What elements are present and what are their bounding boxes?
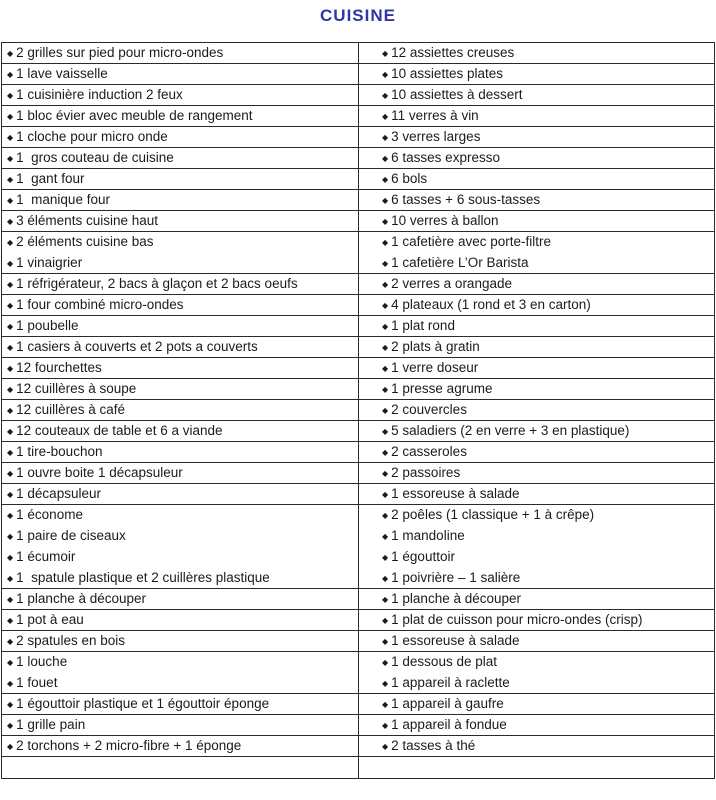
diamond-bullet-icon: ◆ (382, 700, 389, 709)
diamond-bullet-icon: ◆ (7, 448, 14, 457)
table-cell (2, 316, 358, 337)
list-item-text: 10 assiettes à dessert (391, 87, 523, 102)
diamond-bullet-icon: ◆ (382, 490, 389, 499)
list-item (7, 547, 358, 568)
list-item-text: 1 planche à découper (391, 591, 522, 606)
table-cell (2, 463, 358, 484)
diamond-bullet-icon: ◆ (7, 196, 14, 205)
list-item-text: 1 casiers à couverts et 2 pots a couverts (16, 339, 258, 354)
table-cell (359, 505, 714, 589)
table-cell (359, 190, 714, 211)
list-item (7, 379, 358, 400)
list-item-text: 2 passoires (391, 465, 461, 480)
list-item (382, 463, 714, 484)
list-item (7, 568, 358, 589)
table-cell (2, 127, 358, 148)
table-cell (2, 400, 358, 421)
list-item-text: 1 fouet (16, 675, 58, 690)
list-item (7, 631, 358, 652)
diamond-bullet-icon: ◆ (7, 385, 14, 394)
table-cell (2, 64, 358, 85)
table-cell (359, 337, 714, 358)
list-item (7, 757, 358, 778)
list-item (382, 484, 714, 505)
diamond-bullet-icon: ◆ (7, 616, 14, 625)
diamond-bullet-icon: ◆ (7, 154, 14, 163)
diamond-bullet-icon: ◆ (7, 406, 14, 415)
list-item-text: 12 cuillères à café (16, 402, 125, 417)
list-item (7, 358, 358, 379)
diamond-bullet-icon: ◆ (7, 70, 14, 79)
diamond-bullet-icon: ◆ (382, 595, 389, 604)
diamond-bullet-icon: ◆ (7, 49, 14, 58)
diamond-bullet-icon: ◆ (382, 637, 389, 646)
list-item (7, 64, 358, 85)
diamond-bullet-icon: ◆ (7, 259, 14, 268)
table-cell (2, 190, 358, 211)
list-item (7, 253, 358, 274)
diamond-bullet-icon: ◆ (382, 616, 389, 625)
table-cell (2, 652, 358, 694)
list-item-text: 4 plateaux (1 rond et 3 en carton) (391, 297, 591, 312)
table-cell (359, 64, 714, 85)
list-item-text: 2 casseroles (391, 444, 467, 459)
diamond-bullet-icon: ◆ (7, 175, 14, 184)
diamond-bullet-icon: ◆ (382, 91, 389, 100)
list-item-text: 1 dessous de plat (391, 654, 497, 669)
list-item-text: 10 verres à ballon (391, 213, 499, 228)
list-item (7, 148, 358, 169)
list-item-text: 1 pot à eau (16, 612, 84, 627)
diamond-bullet-icon: ◆ (7, 658, 14, 667)
table-cell (359, 106, 714, 127)
diamond-bullet-icon: ◆ (382, 301, 389, 310)
list-item (7, 652, 358, 673)
table-cell (2, 106, 358, 127)
list-item-text: 2 couvercles (391, 402, 467, 417)
list-item-text: 12 couteaux de table et 6 a viande (16, 423, 223, 438)
table-cell (2, 169, 358, 190)
list-item-text: 1 tire-bouchon (16, 444, 103, 459)
list-item-text: 2 plats à gratin (391, 339, 480, 354)
list-item (382, 253, 714, 274)
table-cell (2, 631, 358, 652)
diamond-bullet-icon: ◆ (382, 553, 389, 562)
list-item-text: 1 poivrière – 1 salière (391, 570, 521, 585)
diamond-bullet-icon: ◆ (382, 574, 389, 583)
diamond-bullet-icon: ◆ (7, 574, 14, 583)
list-item-text: 12 assiettes creuses (391, 45, 515, 60)
list-item-text: 12 fourchettes (16, 360, 102, 375)
list-item-text: 1 gros couteau de cuisine (16, 150, 174, 165)
list-item-text: 2 torchons + 2 micro-fibre + 1 éponge (16, 738, 242, 753)
list-item (382, 211, 714, 232)
list-item (382, 442, 714, 463)
table-cell (2, 421, 358, 442)
list-item-text: 1 verre doseur (391, 360, 479, 375)
list-item-text: 6 bols (391, 171, 428, 186)
list-item (7, 673, 358, 694)
list-item-text: 1 appareil à fondue (391, 717, 507, 732)
table-cell (359, 232, 714, 274)
table-cell (359, 148, 714, 169)
list-item (7, 169, 358, 190)
list-item (382, 652, 714, 673)
list-item-text: 1 écumoir (16, 549, 76, 564)
list-item (7, 694, 358, 715)
list-item (7, 232, 358, 253)
list-item-text: 1 appareil à gaufre (391, 696, 504, 711)
list-item (7, 190, 358, 211)
list-item (7, 610, 358, 631)
list-item (7, 106, 358, 127)
list-item-text: 1 essoreuse à salade (391, 633, 520, 648)
list-item (7, 127, 358, 148)
diamond-bullet-icon: ◆ (382, 238, 389, 247)
list-item-text: 1 égouttoir (391, 549, 455, 564)
table-cell (2, 610, 358, 631)
table-cell (359, 484, 714, 505)
list-item (382, 526, 714, 547)
list-item-text: 10 assiettes plates (391, 66, 503, 81)
list-item (7, 295, 358, 316)
list-item-text: 11 verres à vin (391, 108, 479, 123)
table-cell (2, 505, 358, 589)
diamond-bullet-icon: ◆ (382, 742, 389, 751)
list-item (382, 274, 714, 295)
list-item (7, 43, 358, 64)
diamond-bullet-icon: ◆ (7, 217, 14, 226)
list-item-text: 1 cloche pour micro onde (16, 129, 168, 144)
diamond-bullet-icon: ◆ (382, 469, 389, 478)
diamond-bullet-icon: ◆ (382, 49, 389, 58)
list-item-text: 1 cafetière L’Or Barista (391, 255, 529, 270)
list-item-text: 1 poubelle (16, 318, 79, 333)
table-cell (359, 169, 714, 190)
diamond-bullet-icon: ◆ (7, 742, 14, 751)
list-item (382, 610, 714, 631)
table-cell (359, 316, 714, 337)
diamond-bullet-icon: ◆ (382, 511, 389, 520)
list-item (382, 43, 714, 64)
list-item-text: 3 verres larges (391, 129, 481, 144)
diamond-bullet-icon: ◆ (382, 364, 389, 373)
list-item-text: 1 ouvre boite 1 décapsuleur (16, 465, 183, 480)
list-item-text: 1 presse agrume (391, 381, 493, 396)
diamond-bullet-icon: ◆ (7, 469, 14, 478)
diamond-bullet-icon: ◆ (382, 322, 389, 331)
table-column-right (359, 43, 714, 778)
diamond-bullet-icon: ◆ (7, 490, 14, 499)
list-item-text: 2 poêles (1 classique + 1 à crêpe) (391, 507, 595, 522)
diamond-bullet-icon: ◆ (382, 133, 389, 142)
table-cell (359, 631, 714, 652)
list-item (7, 316, 358, 337)
list-item (382, 715, 714, 736)
list-item (7, 505, 358, 526)
diamond-bullet-icon: ◆ (7, 427, 14, 436)
table-cell (359, 694, 714, 715)
diamond-bullet-icon: ◆ (382, 280, 389, 289)
list-item (382, 190, 714, 211)
list-item (7, 211, 358, 232)
list-item (7, 274, 358, 295)
diamond-bullet-icon: ◆ (382, 448, 389, 457)
list-item-text: 1 lave vaisselle (16, 66, 108, 81)
table-cell (2, 232, 358, 274)
diamond-bullet-icon: ◆ (382, 406, 389, 415)
diamond-bullet-icon: ◆ (382, 343, 389, 352)
list-item-text: 1 spatule plastique et 2 cuillères plastique (16, 570, 270, 585)
table-cell (2, 757, 358, 778)
table-cell (359, 274, 714, 295)
diamond-bullet-icon: ◆ (382, 196, 389, 205)
table-cell (2, 211, 358, 232)
list-item (382, 169, 714, 190)
list-item (382, 421, 714, 442)
table-cell (2, 295, 358, 316)
table-cell (359, 463, 714, 484)
diamond-bullet-icon: ◆ (382, 721, 389, 730)
table-cell (2, 484, 358, 505)
diamond-bullet-icon: ◆ (7, 553, 14, 562)
list-item (382, 505, 714, 526)
table-cell (359, 85, 714, 106)
list-item-text: 2 verres a orangade (391, 276, 512, 291)
list-item (382, 673, 714, 694)
table-cell (359, 127, 714, 148)
table-cell (2, 85, 358, 106)
table-cell (2, 715, 358, 736)
table-cell (359, 421, 714, 442)
list-item (382, 232, 714, 253)
table-cell (359, 43, 714, 64)
diamond-bullet-icon: ◆ (7, 679, 14, 688)
diamond-bullet-icon: ◆ (382, 259, 389, 268)
list-item (382, 85, 714, 106)
list-item-text: 1 égouttoir plastique et 1 égouttoir éponge (16, 696, 270, 711)
list-item (382, 295, 714, 316)
list-item-text: 1 cuisinière induction 2 feux (16, 87, 183, 102)
diamond-bullet-icon: ◆ (7, 280, 14, 289)
diamond-bullet-icon: ◆ (7, 133, 14, 142)
list-item-text: 1 plat de cuisson pour micro-ondes (crisp) (391, 612, 643, 627)
table-cell (359, 610, 714, 631)
list-item (7, 736, 358, 757)
table-cell (2, 358, 358, 379)
list-item-text: 1 louche (16, 654, 68, 669)
list-item (382, 106, 714, 127)
list-item (382, 148, 714, 169)
table-cell (2, 442, 358, 463)
table-cell (2, 274, 358, 295)
list-item-text: 1 manique four (16, 192, 110, 207)
list-item-text: 2 grilles sur pied pour micro-ondes (16, 45, 224, 60)
list-item-text: 1 réfrigérateur, 2 bacs à glaçon et 2 bacs oeufs (16, 276, 298, 291)
list-item-text: 3 éléments cuisine haut (16, 213, 158, 228)
list-item (382, 400, 714, 421)
table-cell (359, 442, 714, 463)
diamond-bullet-icon: ◆ (382, 427, 389, 436)
list-item (382, 694, 714, 715)
table-cell (359, 652, 714, 694)
list-item (382, 568, 714, 589)
diamond-bullet-icon: ◆ (382, 217, 389, 226)
diamond-bullet-icon: ◆ (7, 238, 14, 247)
list-item (7, 463, 358, 484)
table-cell (2, 589, 358, 610)
table-cell (359, 358, 714, 379)
table-cell (359, 400, 714, 421)
table-cell (359, 211, 714, 232)
list-item-text: 5 saladiers (2 en verre + 3 en plastique) (391, 423, 630, 438)
list-item-text: 1 appareil à raclette (391, 675, 510, 690)
list-item-text: 1 essoreuse à salade (391, 486, 520, 501)
table-cell (359, 757, 714, 778)
diamond-bullet-icon: ◆ (7, 721, 14, 730)
diamond-bullet-icon: ◆ (7, 364, 14, 373)
list-item (382, 736, 714, 757)
diamond-bullet-icon: ◆ (382, 658, 389, 667)
table-column-left (2, 43, 359, 778)
list-item-text: 1 plat rond (391, 318, 455, 333)
diamond-bullet-icon: ◆ (382, 385, 389, 394)
diamond-bullet-icon: ◆ (7, 595, 14, 604)
list-item (382, 379, 714, 400)
list-item (382, 337, 714, 358)
list-item (7, 715, 358, 736)
list-item-text: 2 éléments cuisine bas (16, 234, 154, 249)
diamond-bullet-icon: ◆ (7, 700, 14, 709)
diamond-bullet-icon: ◆ (7, 112, 14, 121)
list-item-text: 1 décapsuleur (16, 486, 101, 501)
table-cell (2, 379, 358, 400)
list-item-text: 1 cafetière avec porte-filtre (391, 234, 551, 249)
diamond-bullet-icon: ◆ (7, 637, 14, 646)
list-item (382, 358, 714, 379)
list-item (382, 757, 714, 778)
diamond-bullet-icon: ◆ (7, 91, 14, 100)
diamond-bullet-icon: ◆ (382, 70, 389, 79)
table-cell (359, 379, 714, 400)
table-cell (2, 43, 358, 64)
diamond-bullet-icon: ◆ (7, 532, 14, 541)
list-item (7, 85, 358, 106)
list-item-text: 1 vinaigrier (16, 255, 83, 270)
table-cell (2, 148, 358, 169)
table-cell (2, 337, 358, 358)
table-cell (359, 736, 714, 757)
list-item-text: 2 spatules en bois (16, 633, 125, 648)
diamond-bullet-icon: ◆ (7, 511, 14, 520)
list-item (7, 421, 358, 442)
list-item-text: 12 cuillères à soupe (16, 381, 137, 396)
diamond-bullet-icon: ◆ (7, 322, 14, 331)
list-item-text: 1 bloc évier avec meuble de rangement (16, 108, 253, 123)
table-cell (359, 715, 714, 736)
diamond-bullet-icon: ◆ (7, 343, 14, 352)
list-item-text: 6 tasses + 6 sous-tasses (391, 192, 541, 207)
diamond-bullet-icon: ◆ (382, 112, 389, 121)
list-item-text: 1 gant four (16, 171, 85, 186)
diamond-bullet-icon: ◆ (7, 301, 14, 310)
diamond-bullet-icon: ◆ (382, 679, 389, 688)
list-item-text: 1 mandoline (391, 528, 465, 543)
list-item-text: 2 tasses à thé (391, 738, 476, 753)
list-item (382, 589, 714, 610)
list-item-text: 6 tasses expresso (391, 150, 500, 165)
list-item (382, 547, 714, 568)
list-item (382, 316, 714, 337)
table-cell (359, 589, 714, 610)
list-item-text: 1 économe (16, 507, 83, 522)
list-item (7, 442, 358, 463)
list-item (7, 337, 358, 358)
list-item-text: 1 planche à découper (16, 591, 147, 606)
list-item-text: 1 grille pain (16, 717, 86, 732)
list-item (382, 64, 714, 85)
table-cell (2, 694, 358, 715)
list-item-text: 1 four combiné micro-ondes (16, 297, 184, 312)
list-item (382, 631, 714, 652)
diamond-bullet-icon: ◆ (382, 175, 389, 184)
list-item (7, 526, 358, 547)
list-item (382, 127, 714, 148)
diamond-bullet-icon: ◆ (382, 154, 389, 163)
page-title: CUISINE (320, 6, 396, 25)
table-cell (2, 736, 358, 757)
list-item-text: 1 paire de ciseaux (16, 528, 126, 543)
diamond-bullet-icon: ◆ (382, 532, 389, 541)
inventory-table (1, 42, 715, 779)
list-item (7, 484, 358, 505)
table-cell (359, 295, 714, 316)
list-item (7, 400, 358, 421)
list-item (7, 589, 358, 610)
